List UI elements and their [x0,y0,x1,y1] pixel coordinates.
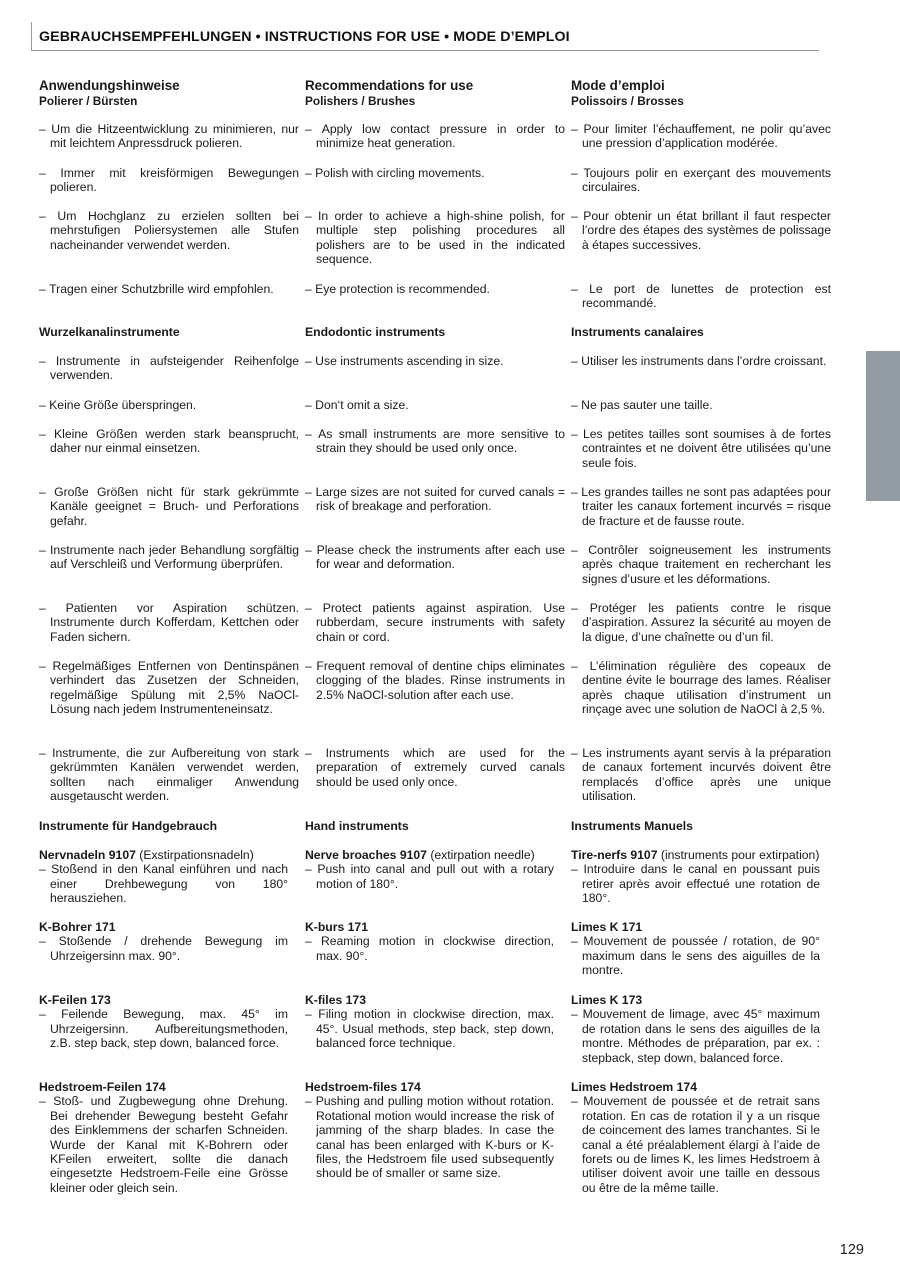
list-item: – Toujours polir en exerçant des mouvements circulaires. [571,166,831,195]
header-title: GEBRAUCHSEMPFEHLUNGEN • INSTRUCTIONS FOR USE • MODE D’EMPLOI [39,29,570,45]
instrument-instruction: – Filing motion in clockwise direction, max. 45°. Usual methods, step back, step down, balanced force technique. [305,1007,554,1050]
instrument-name-suffix: (instruments pour extirpation) [657,848,820,862]
section-heading: Instrumente für Handgebrauch [39,819,218,833]
instrument-entry [39,1080,288,1195]
list-item: – As small instruments are more sensitive to strain they should be used only once. [305,427,565,456]
instrument-instruction: – Stoßende / drehende Bewegung im Uhrzeigersinn max. 90°. [39,934,288,963]
instrument-title [305,993,554,1007]
side-tab [866,351,900,501]
instrument-instruction: – Pushing and pulling motion without rotation. Rotational motion would increase the risk of jamming of the sharp blades. In case the canal has been enlarged with K-burs or K-files, the Hedstroem file used subsequently should be of smaller or same size. [305,1094,554,1180]
list-item: – Eye protection is recommended. [305,282,565,296]
column-heading: Mode d’emploi [571,78,665,93]
page-number: 129 [839,1242,864,1258]
instrument-entry [571,920,820,978]
instrument-instruction: – Feilende Bewegung, max. 45° im Uhrzeigersinn. Aufbereitungsmethoden, z.B. step back, step down, balanced force. [39,1007,288,1050]
section-heading: Instruments Manuels [571,819,693,833]
list-item: – Apply low contact pressure in order to minimize heat generation. [305,122,565,151]
list-item: – Pour obtenir un état brillant il faut respecter l’ordre des étapes des systèmes de polissage à étapes successives. [571,209,831,252]
instrument-entry [571,993,820,1065]
list-item: – Instrumente in aufsteigender Reihenfolge verwenden. [39,354,299,383]
instrument-name: Hedstroem-files 174 [305,1080,421,1094]
page-header [31,22,819,51]
list-item: – Please check the instruments after each use for wear and deformation. [305,543,565,572]
section-heading: Instruments canalaires [571,325,704,339]
instrument-name: Limes K 173 [571,993,643,1007]
list-item: – Use instruments ascending in size. [305,354,565,368]
instrument-name: Limes K 171 [571,920,643,934]
instrument-title [305,1080,554,1094]
instrument-title [39,920,288,934]
instrument-entry [305,920,554,963]
instrument-instruction: – Push into canal and pull out with a rotary motion of 180°. [305,862,554,891]
header-accent-line [31,22,32,50]
instrument-title [571,848,820,862]
instrument-entry [305,993,554,1051]
instrument-name: Hedstroem-Feilen 174 [39,1080,166,1094]
instrument-name: Tire-nerfs 9107 [571,848,658,862]
list-item: – L’élimination régulière des copeaux de dentine évite le bourrage des lames. Réaliser après chaque utilisation d’instrument un rinçage avec une solution de NaOCl à 2,5 %. [571,659,831,717]
list-item: – Protéger les patients contre le risque d’aspiration. Assurez la sécurité au moyen de la digue, d’une chaînette ou d’un fil. [571,601,831,644]
instrument-instruction: – Reaming motion in clockwise direction, max. 90°. [305,934,554,963]
list-item: – Les instruments ayant servis à la préparation de canaux fortement incurvés doivent être remplacés d’office après une unique utilisation. [571,746,831,804]
instrument-instruction: – Mouvement de poussée / rotation, de 90° maximum dans le sens des aiguilles de la montre. [571,934,820,977]
list-item: – Ne pas sauter une taille. [571,398,831,412]
instrument-title [39,1080,288,1094]
instrument-name: K-files 173 [305,993,366,1007]
section-heading: Endodontic instruments [305,325,446,339]
list-item: – Instrumente, die zur Aufbereitung von stark gekrümmten Kanälen verwendet werden, sollten nach einmaliger Anwendung ausgetauscht werden. [39,746,299,804]
instrument-name-suffix: (Exstirpationsnadeln) [135,848,254,862]
instrument-instruction: – Introduire dans le canal en poussant puis retirer après avoir effectué une rotation de 180°. [571,862,820,905]
instrument-name: Limes Hedstroem 174 [571,1080,697,1094]
instrument-entry [571,1080,820,1195]
list-item: – Instrumente nach jeder Behandlung sorgfältig auf Verschleiß und Verformung überprüfen. [39,543,299,572]
instrument-entry [571,848,820,906]
list-item: – Patienten vor Aspiration schützen. Instrumente durch Kofferdam, Kettchen oder Faden sichern. [39,601,299,644]
instrument-instruction: – Mouvement de poussée et de retrait sans rotation. En cas de rotation il y a un risque de coincement des lames tranchantes. Si le canal a été préalablement élargi à l’aide de forets ou de limes K, les limes Hedstroem à utiliser doivent avoir une taille en dessous ou être de la même taille. [571,1094,820,1195]
list-item: – Keine Größe überspringen. [39,398,299,412]
instrument-name: Nerve broaches 9107 [305,848,427,862]
list-item: – Don‘t omit a size. [305,398,565,412]
list-item: – Polish with circling movements. [305,166,565,180]
list-item: – Large sizes are not suited for curved canals = risk of breakage and perforation. [305,485,565,514]
instrument-entry [39,993,288,1051]
column-subheading: Polishers / Brushes [305,94,416,108]
instrument-entry [305,848,554,891]
instrument-title [571,993,820,1007]
list-item: – Le port de lunettes de protection est recommandé. [571,282,831,311]
instrument-title [305,920,554,934]
instrument-instruction: – Stoßend in den Kanal einführen und nach einer Drehbewegung von 180° herausziehen. [39,862,288,905]
list-item: – Les petites tailles sont soumises à de fortes contraintes et ne doivent être utilisées qu’une seule fois. [571,427,831,470]
instrument-name-suffix: (extirpation needle) [426,848,535,862]
list-item: – Utiliser les instruments dans l’ordre croissant. [571,354,831,368]
column-heading: Recommendations for use [305,78,474,93]
list-item: – Pour limiter l’échauffement, ne polir qu’avec une pression d’application modérée. [571,122,831,151]
list-item: – Frequent removal of dentine chips eliminates clogging of the blades. Rinse instruments in 2.5% NaOCl-solution after each use. [305,659,565,702]
instrument-title [39,993,288,1007]
list-item: – Große Größen nicht für stark gekrümmte Kanäle geeignet = Bruch- und Perforations gefahr. [39,485,299,528]
instrument-name: K-Bohrer 171 [39,920,116,934]
list-item: – Um Hochglanz zu erzielen sollten bei mehrstufigen Poliersystemen alle Stufen nacheinander verwendet werden. [39,209,299,252]
list-item: – Immer mit kreisförmigen Bewegungen polieren. [39,166,299,195]
instrument-entry [39,848,288,906]
list-item: – Regelmäßiges Entfernen von Dentinspänen verhindert das Zusetzen der Schneiden, regelmäßige Spülung mit 2,5% NaOCl-Lösung nach jedem Instrumenteneinsatz. [39,659,299,717]
list-item: – Um die Hitzeentwicklung zu minimieren, nur mit leichtem Anpressdruck polieren. [39,122,299,151]
instrument-name: Nervnadeln 9107 [39,848,136,862]
instrument-entry [39,920,288,963]
instrument-instruction: – Mouvement de limage, avec 45° maximum de rotation dans le sens des aiguilles de la montre. Méthodes de préparation, par ex. : stepback, step down, balanced force. [571,1007,820,1065]
instrument-instruction: – Stoß- und Zugbewegung ohne Drehung. Bei drehender Bewegung besteht Gefahr des Einklemmens der scharfen Schneiden. Wurde der Kanal mit K-Bohrern oder KFeilen erweitert, sollte die danach eingesetzte Hedstroem-Feile eine Grösse kleiner oder gleich sein. [39,1094,288,1195]
instrument-name: K-Feilen 173 [39,993,111,1007]
list-item: – Les grandes tailles ne sont pas adaptées pour traiter les canaux fortement incurvés = risque de fracture et de fausse route. [571,485,831,528]
list-item: – Contrôler soigneusement les instruments après chaque traitement en recherchant les signes d’usure et les déformations. [571,543,831,586]
column-heading: Anwendungshinweise [39,78,180,93]
instrument-title [305,848,554,862]
list-item: – Tragen einer Schutzbrille wird empfohlen. [39,282,299,296]
instrument-name: K-burs 171 [305,920,368,934]
instrument-title [39,848,288,862]
instrument-title [571,920,820,934]
column-subheading: Polierer / Bürsten [39,94,138,108]
list-item: – Kleine Größen werden stark beansprucht, daher nur einmal einsetzen. [39,427,299,456]
section-heading: Wurzelkanalinstrumente [39,325,180,339]
instrument-title [571,1080,820,1094]
column-subheading: Polissoirs / Brosses [571,94,684,108]
list-item: – Protect patients against aspiration. Use rubberdam, secure instruments with safety chain or cord. [305,601,565,644]
list-item: – Instruments which are used for the preparation of extremely curved canals should be used only once. [305,746,565,789]
list-item: – In order to achieve a high-shine polish, for multiple step polishing procedures all polishers are to be used in the indicated sequence. [305,209,565,267]
instrument-entry [305,1080,554,1181]
section-heading: Hand instruments [305,819,409,833]
